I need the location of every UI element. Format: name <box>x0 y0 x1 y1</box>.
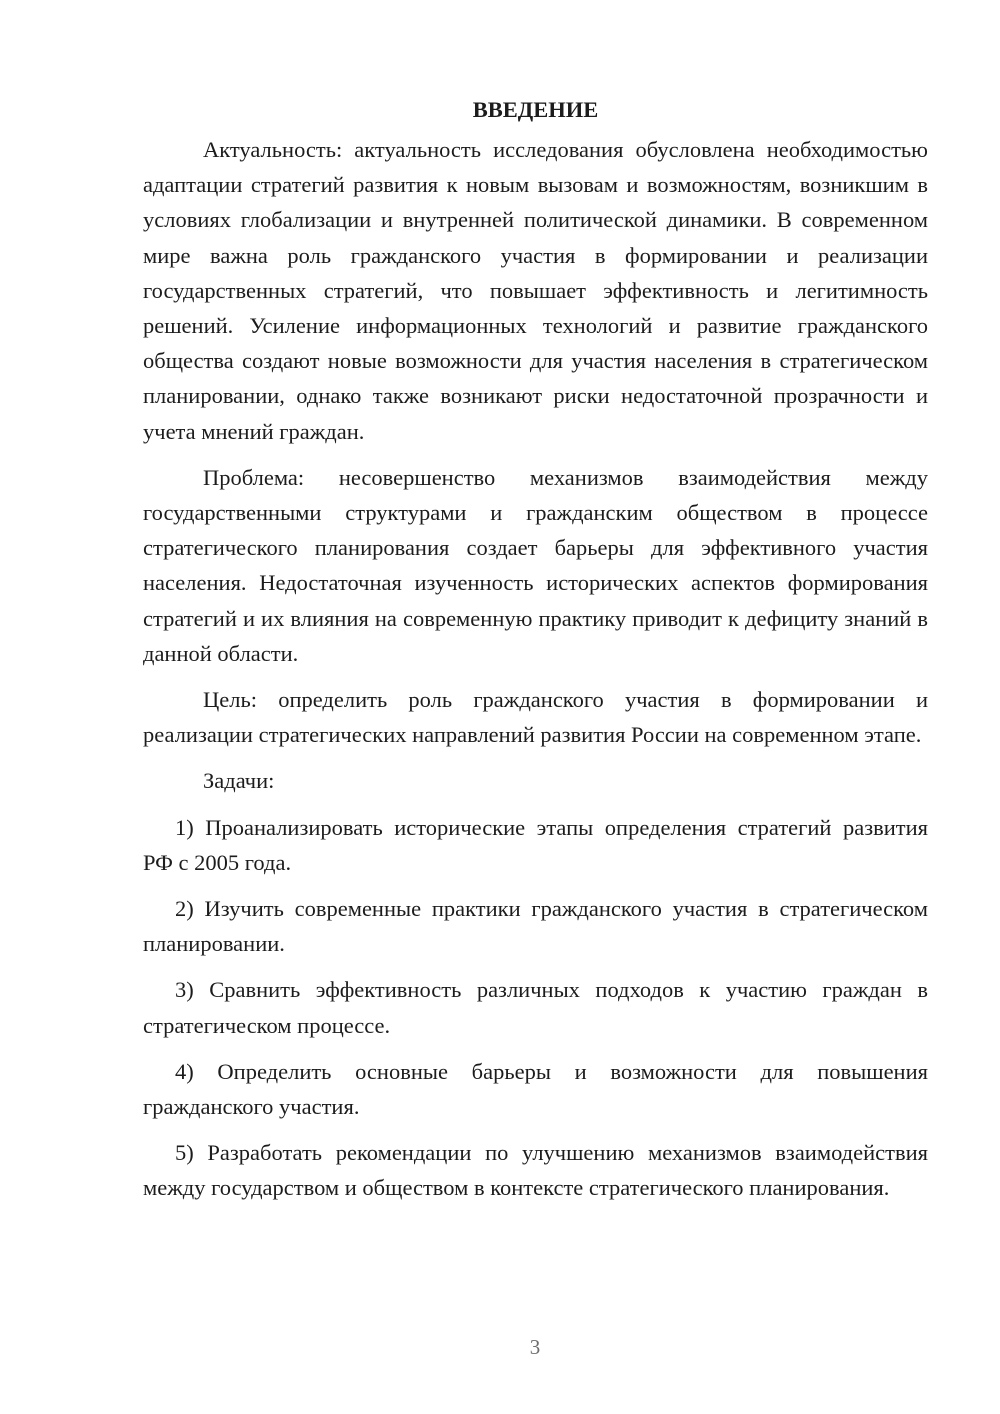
task-item-4: 4) Определить основные барьеры и возможности для повышения гражданского участия. <box>143 1058 928 1120</box>
page-number: 3 <box>529 1335 541 1359</box>
section-heading: ВВЕДЕНИЕ <box>472 97 599 122</box>
task-item-2: 2) Изучить современные практики гражданского участия в стратегическом планировании. <box>143 896 928 957</box>
task-item-3: 3) Сравнить эффективность различных подходов к участию граждан в стратегическом процессе. <box>143 977 928 1038</box>
paragraph-goal: Цель: определить роль гражданского участия в формировании и реализации стратегических направлений развития России на современном этапе. <box>143 687 928 748</box>
task-item-5: 5) Разработать рекомендации по улучшению механизмов взаимодействия между государством и обществом в контексте стратегического планирования. <box>143 1140 928 1201</box>
task-item-1: 1) Проанализировать исторические этапы определения стратегий развития РФ с 2005 года. <box>143 814 928 875</box>
page-content <box>143 91 928 1217</box>
paragraph-tasks-label: Задачи: <box>203 768 275 794</box>
paragraph-problem: Проблема: несовершенство механизмов взаимодействия между государственными структурами и гражданским обществом в процессе стратегического планирования создает барьеры для эффективного участия населения. Недостаточная изученность исторических аспектов формирования стратегий и их влияния на современную практику приводит к дефициту знаний в данной области. <box>143 464 928 666</box>
paragraph-relevance: Актуальность: актуальность исследования обусловлена необходимостью адаптации стратегий развития к новым вызовам и возможностям, возникшим в условиях глобализации и внутренней политической динамики. В современном мире важна роль гражданского участия в формировании и реализации государственных стратегий, что повышает эффективность и легитимность решений. Усиление информационных технологий и развитие гражданского общества создают новые возможности для участия населения в стратегическом планировании, однако также возникают риски недостаточной прозрачности и учета мнений граждан. <box>143 137 928 444</box>
